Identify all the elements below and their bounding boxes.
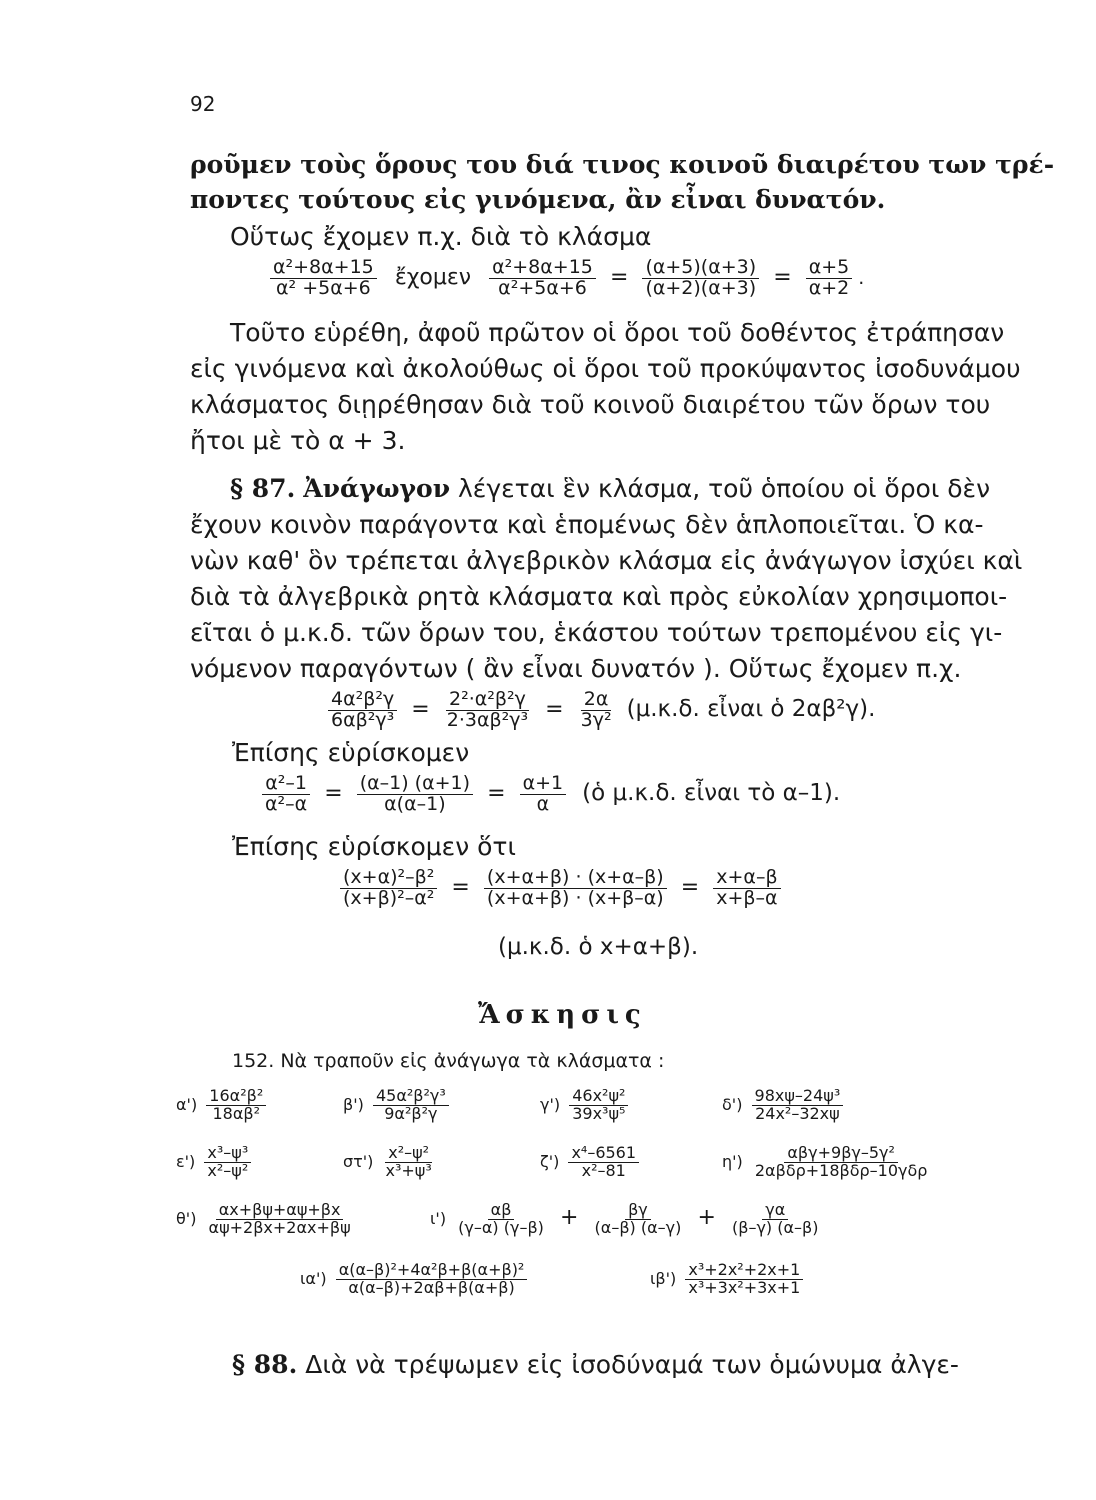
example1-formula: [270, 258, 864, 299]
section-mark: § 87.: [230, 474, 296, 503]
fraction: $\frac{\gamma\alpha}{(\beta-\gamma) (\alpha-\beta)}$: [731, 1200, 819, 1237]
exercise-item: ιβ') $\frac{\text{x³+2x²+2x+1}}{\text{x³+3x²+3x+1}}$: [650, 1262, 803, 1297]
fraction: $\frac{\alpha x+\beta\psi+\alpha\psi+\beta x}{\alpha\psi+2\beta x+2\alpha x+\beta\psi}$: [208, 1200, 351, 1237]
fraction: $\frac{\text{αβγ+9βγ–5γ²}}{\text{2αβδρ+18βδρ–10γδρ}}$: [754, 1143, 928, 1180]
example2-note: (μ.κ.δ. εἶναι ὁ 2αβ²γ).: [626, 695, 876, 722]
fraction: $\frac{\alpha+1}{\alpha}$: [520, 774, 567, 815]
example4-formula: [340, 868, 781, 909]
exercise-intro: 152. Νὰ τραποῦν εἰς ἀνάγωγα τὰ κλάσματα :: [232, 1050, 665, 1072]
equals-sign: =: [451, 874, 470, 900]
section87-term: Ἀνάγωγον: [303, 474, 451, 503]
example3-formula: [262, 774, 840, 815]
section87-line: ἔχουν κοινὸν παράγοντα καὶ ἑπομένως δὲν ἁπλοποιεῖται. Ὁ κα-: [190, 510, 984, 539]
para1-line-3: κλάσματος διῃρέθησαν διὰ τοῦ κοινοῦ διαιρέτου τῶν ὅρων του: [190, 390, 991, 419]
para1-line-2: εἰς γινόμενα καὶ ἀκολούθως οἱ ὅροι τοῦ προκύψαντος ἰσοδυνάμου: [190, 354, 1021, 383]
fraction: $\frac{\beta\gamma}{(\alpha-\beta) (\alpha-\gamma)}$: [594, 1200, 682, 1237]
fraction: $\frac{\text{x²–ψ²}}{\text{x³+ψ³}}$: [385, 1143, 432, 1180]
fraction: $\frac{\text{α²+8α+15}}{\text{α²+5α+6}}$: [489, 258, 596, 299]
example4-note: (μ.κ.δ. ὁ x+α+β).: [498, 934, 699, 960]
equals-sign: =: [487, 780, 506, 806]
section88-text: Διὰ νὰ τρέψωμεν εἰς ἰσοδύναμά των ὁμώνυμα ἀλγε-: [305, 1350, 959, 1379]
fraction: $\frac{\alpha+5}{\alpha+2}$: [806, 258, 853, 299]
fraction: $\frac{\alpha\beta}{(\gamma-\alpha) (\gamma-\beta)}$: [458, 1200, 544, 1237]
equals-sign: =: [609, 264, 629, 290]
also-line-1: Ἐπίσης εὑρίσκομεν: [232, 738, 470, 767]
exercise-item: γ') $\frac{\text{46x²ψ²}}{\text{39x³ψ⁵}}$: [540, 1088, 628, 1123]
equals-sign: =: [324, 780, 343, 806]
section87-line: νόμενον παραγόντων ( ἂν εἶναι δυνατόν ). Οὕτως ἔχομεν π.χ.: [190, 654, 962, 683]
example3-note: (ὁ μ.κ.δ. εἶναι τὸ α–1).: [582, 779, 841, 806]
fraction: $\frac{\text{2²·α²β²γ}}{\text{2·3αβ²γ³}}$: [446, 688, 529, 731]
section87-line: εῖται ὁ μ.κ.δ. τῶν ὅρων του, ἑκάστου τούτων τρεπομένου εἰς γι-: [190, 618, 1003, 647]
fraction: $\frac{\text{46x²ψ²}}{\text{39x³ψ⁵}}$: [569, 1088, 628, 1123]
section87-line: διὰ τὰ ἀλγεβρικὰ ρητὰ κλάσματα καὶ πρὸς εὐκολίαν χρησιμοποι-: [190, 582, 1008, 611]
exercise-item: ε') $\frac{\text{x³–ψ³}}{\text{x²–ψ²}}$: [176, 1145, 251, 1180]
para1-line-1: Τοῦτο εὑρέθη, ἀφοῦ πρῶτον οἱ ὅροι τοῦ δοθέντος ἐτράπησαν: [230, 318, 1005, 347]
fraction: $\frac{2\alpha}{\text{3γ²}}$: [580, 688, 612, 731]
fraction: $\frac{\text{4α²β²γ}}{\text{6αβ²γ³}}$: [328, 690, 397, 731]
exercise-item: ζ') $\frac{\text{x⁴–6561}}{\text{x²–81}}$: [540, 1145, 639, 1180]
fraction: $\frac{\text{(x+α)²–β²}}{\text{(x+β)²–α²}}$: [340, 868, 437, 909]
plus-sign: +: [697, 1204, 716, 1230]
exercise-item: θ') $\frac{\alpha x+\beta\psi+\alpha\psi+\beta x}{\alpha\psi+2\beta x+2\alpha x+\beta\psi}$: [176, 1202, 354, 1237]
fraction: $\frac{(x+\alpha+\beta) \cdot (x+\alpha-\beta)}{(x+\alpha+\beta) \cdot (x+\beta-\alpha)}$: [484, 868, 667, 909]
example2-formula: [328, 690, 875, 731]
fraction: $\frac{\text{α²+8α+15}}{\text{α² +5α+6}}$: [270, 258, 377, 299]
fraction: $\frac{\text{16α²β²}}{\text{18αβ²}}$: [206, 1088, 266, 1123]
intro-line-1: ροῦμεν τοὺς ὅρους του διά τινος κοινοῦ διαιρέτου των τρέ-: [190, 150, 1055, 179]
equals-sign: =: [773, 264, 792, 290]
section87-first-line: [230, 474, 1030, 503]
equals-sign: =: [411, 696, 430, 722]
exercise-item: ια') $\frac{\text{α(α–β)²+4α²β+β(α+β)²}}{\alpha(\alpha-\beta)+2\alpha\beta+\beta(\alpha+\beta)}$: [300, 1262, 527, 1297]
fraction: $\frac{\text{x³+2x²+2x+1}}{\text{x³+3x²+3x+1}}$: [685, 1262, 803, 1297]
fraction: $\frac{x+\alpha-\beta}{x+\beta-\alpha}$: [713, 868, 780, 909]
fraction: $\frac{\text{α²–1}}{\text{α²–α}}$: [262, 774, 310, 815]
equals-sign: =: [545, 696, 564, 722]
fraction: $\frac{\text{α(α–β)²+4α²β+β(α+β)²}}{\alpha(\alpha-\beta)+2\alpha\beta+\beta(\alpha+\beta)}$: [336, 1262, 528, 1297]
period: .: [858, 266, 865, 289]
fraction: $\frac{(\alpha+5)(\alpha+3)}{(\alpha+2)(\alpha+3)}$: [642, 258, 759, 299]
also-line-2: Ἐπίσης εὑρίσκομεν ὅτι: [232, 832, 516, 861]
example1-lead: Οὕτως ἔχομεν π.χ. διὰ τὸ κλάσμα: [230, 222, 652, 251]
example1-word: ἔχομεν: [394, 264, 472, 290]
intro-line-2: ποντες τούτους εἰς γινόμενα, ἂν εἶναι δυνατόν.: [190, 185, 886, 214]
section87-first-rest: λέγεται ἓν κλάσμα, τοῦ ὁποίου οἱ ὅροι δὲν: [458, 474, 991, 503]
exercise-item: α') $\frac{\text{16α²β²}}{\text{18αβ²}}$: [176, 1088, 266, 1123]
section87-line: νὼν καθ' ὃν τρέπεται ἀλγεβρικὸν κλάσμα εἰς ἀνάγωγον ἰσχύει καὶ: [190, 546, 1023, 575]
exercise-item: η') $\frac{\text{αβγ+9βγ–5γ²}}{\text{2αβδρ+18βδρ–10γδρ}}$: [722, 1145, 930, 1180]
fraction: $\frac{\text{x⁴–6561}}{\text{x²–81}}$: [568, 1145, 639, 1180]
exercise-heading: Ἄσκησις: [478, 1000, 647, 1030]
exercise-item: β') $\frac{\text{45α²β²γ³}}{\text{9α²β²γ}}$: [343, 1088, 449, 1123]
plus-sign: +: [560, 1204, 579, 1230]
fraction: $\frac{\text{98xψ–24ψ³}}{\text{24x²–32xψ}}$: [752, 1088, 844, 1123]
page-number: 92: [190, 92, 216, 116]
exercise-item: στ') $\frac{\text{x²–ψ²}}{\text{x³+ψ³}}$: [343, 1145, 435, 1180]
equals-sign: =: [680, 874, 700, 900]
fraction: $\frac{(\alpha-1) (\alpha+1)}{\alpha(\alpha-1)}$: [357, 774, 473, 815]
exercise-item: ι') $\frac{\alpha\beta}{(\gamma-\alpha) (\gamma-\beta)}$ + $\frac{\beta\gamma}{(\alpha-\beta) (\alpha-\gamma)}$ + $\frac{\gamma\alpha}{(\beta-\gamma) (\alpha-\beta)}$: [430, 1202, 821, 1237]
fraction: $\frac{\text{45α²β²γ³}}{\text{9α²β²γ}}$: [373, 1088, 449, 1123]
fraction: $\frac{\text{x³–ψ³}}{\text{x²–ψ²}}$: [204, 1145, 251, 1180]
section88-line: [232, 1350, 1032, 1379]
section-mark: § 88.: [232, 1350, 298, 1379]
exercise-item: δ') $\frac{\text{98xψ–24ψ³}}{\text{24x²–32xψ}}$: [722, 1088, 843, 1123]
para1-line-4: ἤτοι μὲ τὸ α + 3.: [190, 426, 406, 455]
